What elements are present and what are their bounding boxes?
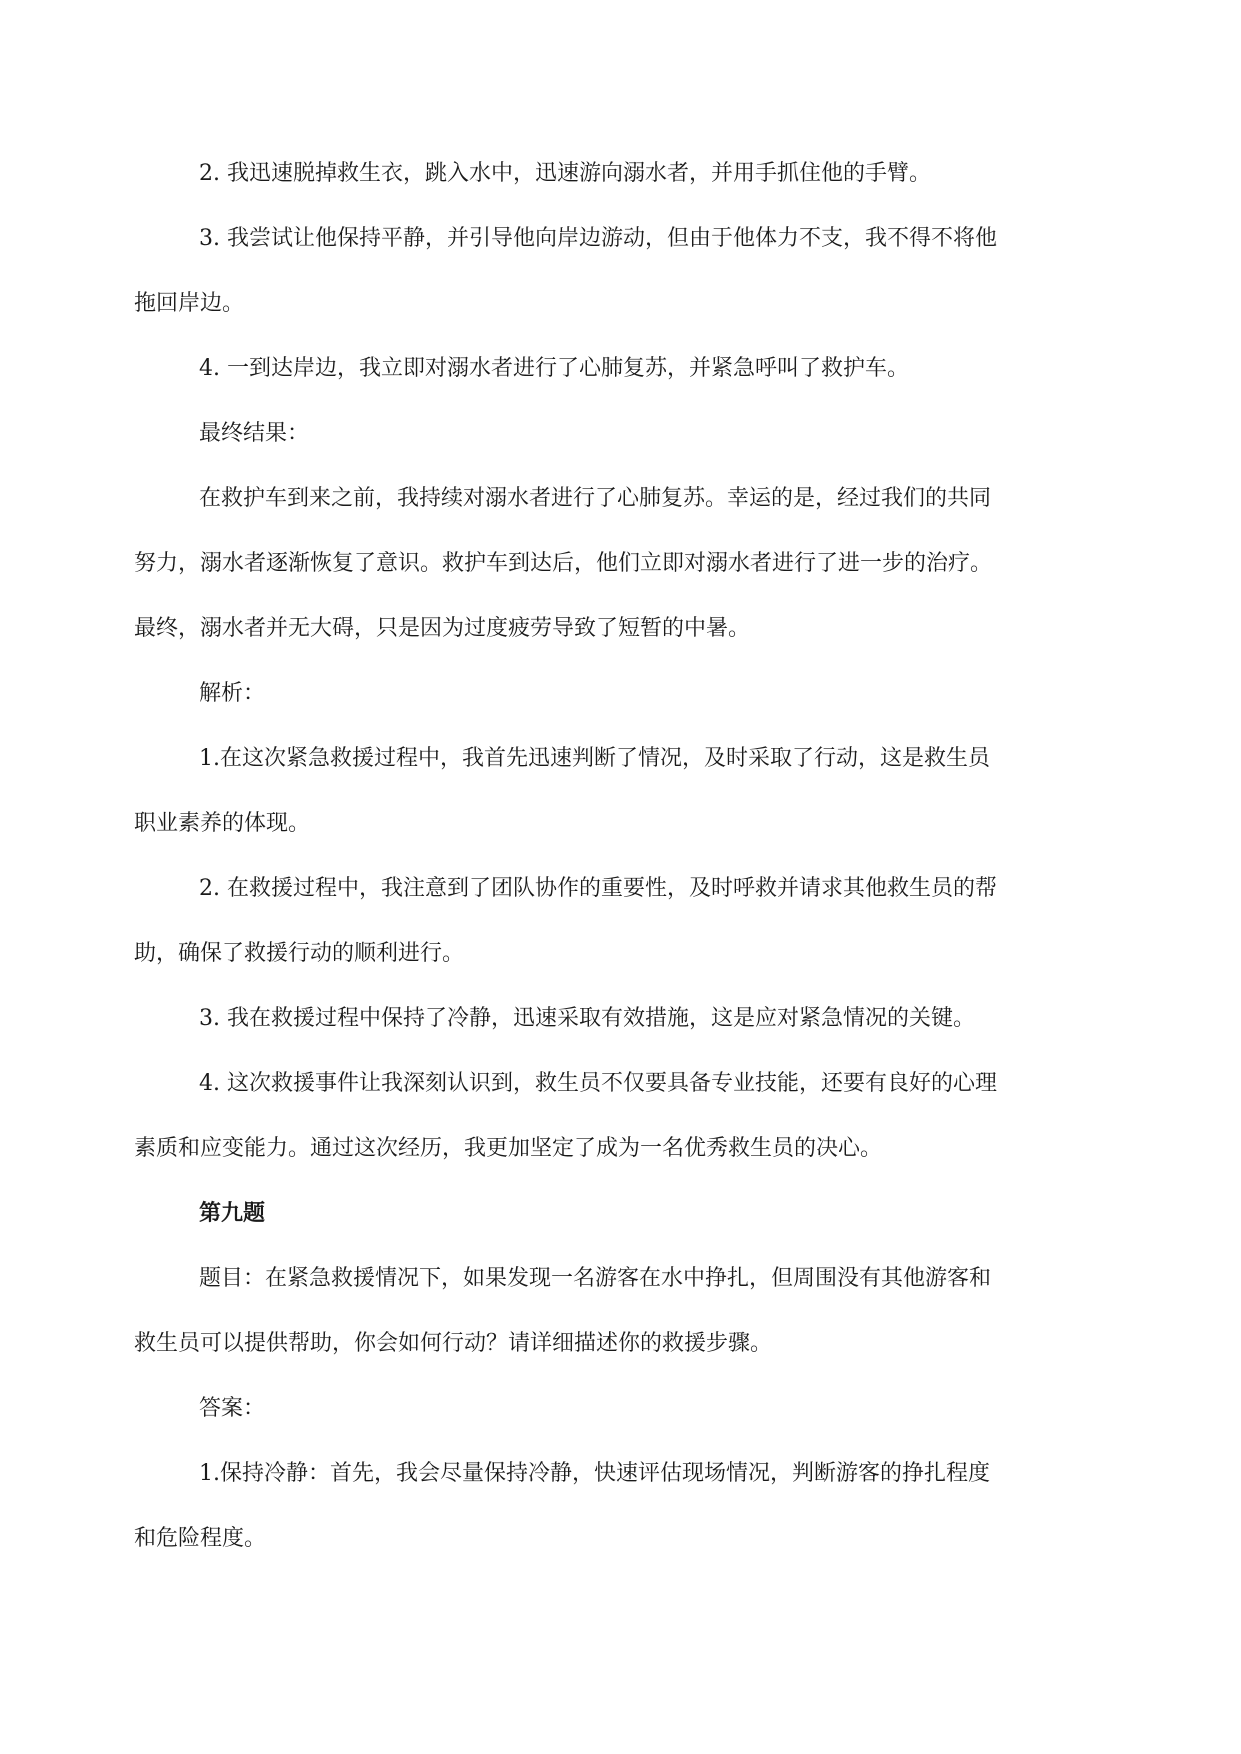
paragraph-continuation-line: 拖回岸边。 — [134, 291, 245, 316]
paragraph-line: 4. 一到达岸边，我立即对溺水者进行了心肺复苏，并紧急呼叫了救护车。 — [199, 356, 909, 381]
paragraph-line: 在救护车到来之前，我持续对溺水者进行了心肺复苏。幸运的是，经过我们的共同 — [199, 486, 992, 511]
paragraph-line: 3. 我在救援过程中保持了冷静，迅速采取有效措施，这是应对紧急情况的关键。 — [199, 1006, 975, 1031]
paragraph-continuation-line: 和危险程度。 — [134, 1526, 267, 1551]
paragraph-continuation-line: 最终，溺水者并无大碍，只是因为过度疲劳导致了短暂的中暑。 — [134, 616, 751, 641]
paragraph-line: 解析： — [199, 681, 266, 706]
paragraph-continuation-line: 素质和应变能力。通过这次经历，我更加坚定了成为一名优秀救生员的决心。 — [134, 1136, 883, 1161]
paragraph-line: 题目：在紧急救援情况下，如果发现一名游客在水中挣扎，但周围没有其他游客和 — [199, 1266, 992, 1291]
paragraph-continuation-line: 助，确保了救援行动的顺利进行。 — [134, 941, 465, 966]
document-body — [134, 141, 1099, 1571]
paragraph-line: 3. 我尝试让他保持平静，并引导他向岸边游动，但由于他体力不支，我不得不将他 — [199, 226, 997, 251]
paragraph-line: 1.保持冷静：首先，我会尽量保持冷静，快速评估现场情况，判断游客的挣扎程度 — [199, 1461, 990, 1486]
paragraph-line: 4. 这次救援事件让我深刻认识到，救生员不仅要具备专业技能，还要有良好的心理 — [199, 1071, 997, 1096]
paragraph-line: 2. 在救援过程中，我注意到了团队协作的重要性，及时呼救并请求其他救生员的帮 — [199, 876, 997, 901]
section-heading: 第九题 — [199, 1201, 266, 1226]
paragraph-line: 答案： — [199, 1396, 266, 1421]
paragraph-continuation-line: 救生员可以提供帮助，你会如何行动？请详细描述你的救援步骤。 — [134, 1331, 773, 1356]
paragraph-line: 2. 我迅速脱掉救生衣，跳入水中，迅速游向溺水者，并用手抓住他的手臂。 — [199, 161, 931, 186]
paragraph-line: 1.在这次紧急救援过程中，我首先迅速判断了情况，及时采取了行动，这是救生员 — [199, 746, 990, 771]
paragraph-continuation-line: 努力，溺水者逐渐恢复了意识。救护车到达后，他们立即对溺水者进行了进一步的治疗。 — [134, 551, 993, 576]
paragraph-continuation-line: 职业素养的体现。 — [134, 811, 311, 836]
paragraph-line: 最终结果： — [199, 421, 310, 446]
